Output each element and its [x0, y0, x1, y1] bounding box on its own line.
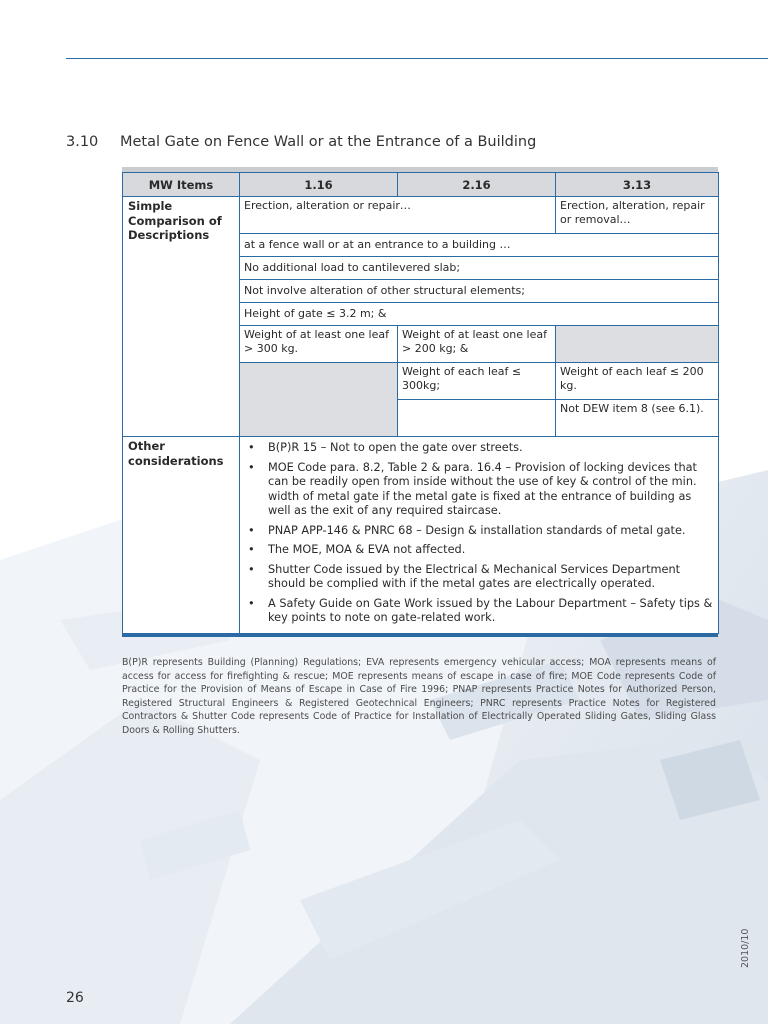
list-item-text: The MOE, MOA & EVA not affected.: [268, 543, 466, 556]
cell-shaded-empty: [240, 363, 398, 437]
cell-not-involve-alteration: Not involve alteration of other structural elements;: [240, 280, 719, 303]
header-col-1: 1.16: [240, 173, 398, 197]
header-mw-items: MW Items: [123, 173, 240, 197]
bullet-icon: •: [248, 562, 255, 576]
bullet-icon: •: [248, 523, 255, 537]
date-stamp: 2010/10: [740, 928, 751, 968]
cell-shaded-empty: [556, 326, 719, 363]
bullet-icon: •: [248, 460, 255, 474]
cell-erection-3: Erection, alteration, repair or removal…: [556, 197, 719, 234]
list-item: [244, 524, 714, 539]
cell-weight-each-200: Weight of each leaf ≤ 200 kg.: [556, 363, 719, 400]
cell-weight-each-300: Weight of each leaf ≤ 300kg;: [398, 363, 556, 400]
table-header-row: [123, 173, 719, 197]
section-number: 3.10: [66, 134, 99, 150]
list-item-text: PNAP APP-146 & PNRC 68 – Design & installation standards of metal gate.: [268, 523, 686, 537]
cell-erection-1-2: Erection, alteration or repair…: [240, 197, 556, 234]
list-item-text: B(P)R 15 – Not to open the gate over streets.: [268, 441, 523, 454]
list-item: [244, 597, 714, 626]
section-title: Metal Gate on Fence Wall or at the Entrance of a Building: [120, 134, 537, 150]
cell-weight-200: Weight of at least one leaf > 200 kg; &: [398, 326, 556, 363]
list-item: [244, 461, 714, 519]
bullet-icon: •: [248, 543, 255, 556]
table-row: [123, 437, 719, 634]
list-item-text: MOE Code para. 8.2, Table 2 & para. 16.4 – Provision of locking devices that can be readily open from inside without the use of key & control of the min. width of metal gate if the metal gate is fixed at the entrance of building as well as the exit of any required staircase.: [268, 460, 697, 517]
list-item-text: A Safety Guide on Gate Work issued by the Labour Department – Safety tips & key points to note on gate-related work.: [268, 596, 713, 624]
top-rule: [66, 58, 768, 59]
header-col-2: 2.16: [398, 173, 556, 197]
table-bottom-bar: [122, 634, 718, 637]
cell-considerations-list: [240, 437, 719, 634]
abbreviations-footnote: B(P)R represents Building (Planning) Regulations; EVA represents emergency vehicular access; MOA represents means of access for access for firefighting & rescue; MOE represents means of escape in case of fire; MOE Code represents Code of Practice for the Provision of Means of Escape in Case of Fire 1996; PNAP represents Practice Notes for Authorized Person, Registered Structural Engineers & Registered Geotechnical Engineers; PNRC represents Practice Notes for Registered Contractors & Shutter Code represents Code of Practice for Installation of Electrically Operated Sliding Gates, Sliding Glass Doors & Rolling Shutters.: [122, 657, 716, 736]
bullet-icon: •: [248, 441, 255, 454]
cell-weight-300: Weight of at least one leaf > 300 kg.: [240, 326, 398, 363]
list-item: [244, 441, 714, 456]
cell-no-additional-load: No additional load to cantilevered slab;: [240, 257, 719, 280]
section-heading: [66, 134, 536, 150]
list-item: [244, 543, 714, 558]
row-label-other-considerations: Other considerations: [123, 437, 240, 634]
row-label-simple-comparison: Simple Comparison of Descriptions: [123, 197, 240, 437]
header-col-3: 3.13: [556, 173, 719, 197]
page-number: 26: [66, 990, 84, 1006]
comparison-table: [122, 167, 718, 637]
mw-items-table: [122, 172, 719, 634]
cell-fence-wall: at a fence wall or at an entrance to a building …: [240, 234, 719, 257]
list-item-text: Shutter Code issued by the Electrical & Mechanical Services Department should be complied with if the metal gates are electrically operated.: [268, 562, 681, 590]
table-row: [123, 197, 719, 234]
cell-empty: [398, 400, 556, 437]
bullet-icon: •: [248, 596, 255, 610]
list-item: [244, 563, 714, 592]
considerations-list: [244, 441, 714, 626]
cell-not-dew: Not DEW item 8 (see 6.1).: [556, 400, 719, 437]
cell-height-of-gate: Height of gate ≤ 3.2 m; &: [240, 303, 719, 326]
